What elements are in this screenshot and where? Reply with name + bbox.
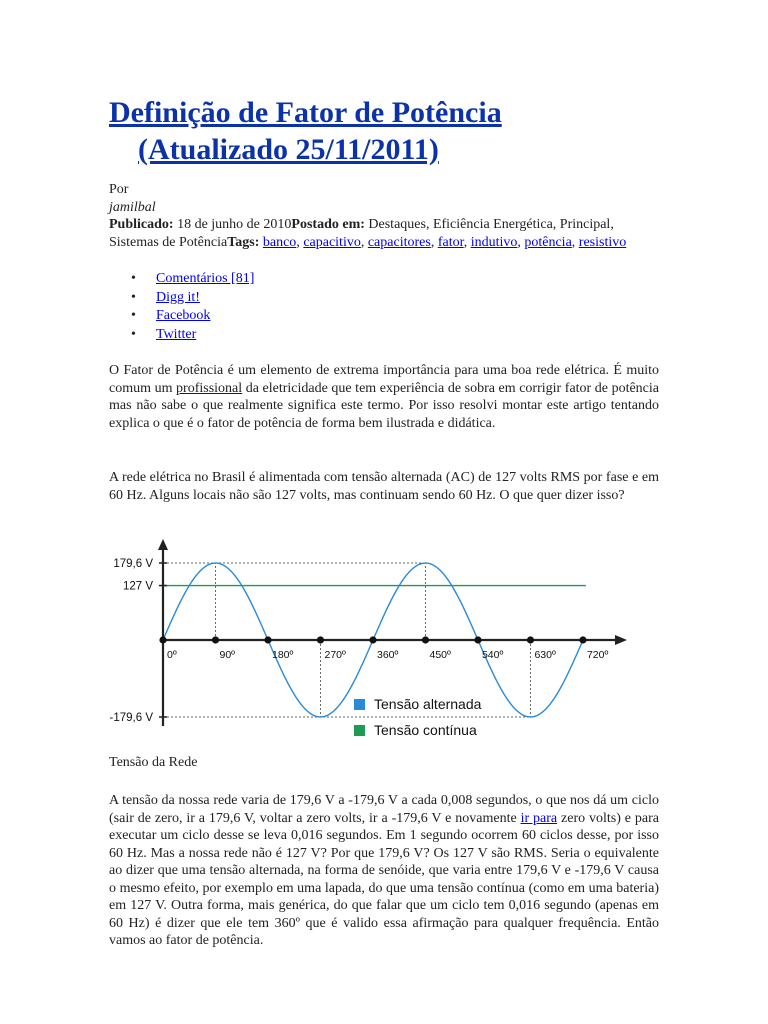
tags-label: Tags: xyxy=(227,234,260,250)
title-line-2[interactable]: (Atualizado 25/11/2011) xyxy=(138,133,439,166)
y-tick-label: -179,6 V xyxy=(109,712,153,724)
page-title[interactable] xyxy=(109,94,669,168)
x-tick-dot xyxy=(159,636,166,643)
tag-link[interactable]: resistivo xyxy=(578,234,627,250)
author-name: jamilbal xyxy=(109,199,156,215)
ir-para-link[interactable]: ir para xyxy=(520,810,558,826)
twitter-link[interactable]: Twitter xyxy=(156,326,197,342)
legend-swatch-continua xyxy=(354,725,365,736)
list-item xyxy=(109,289,254,308)
chart-legend xyxy=(354,696,482,736)
profissional-link[interactable]: profissional xyxy=(176,380,243,396)
legend-label-alternada: Tensão alternada xyxy=(374,696,482,712)
x-tick-dot xyxy=(422,636,429,643)
x-tick-dot xyxy=(264,636,271,643)
facebook-link[interactable]: Facebook xyxy=(156,308,211,323)
x-tick-dot xyxy=(212,636,219,643)
list-item xyxy=(109,307,254,326)
list-item xyxy=(109,326,254,345)
tag-link[interactable]: capacitivo xyxy=(303,234,361,250)
x-tick-label: 450º xyxy=(429,649,451,661)
legend-swatch-alternada xyxy=(354,699,365,710)
legend-label-continua: Tensão contínua xyxy=(374,722,477,736)
by-label: Por xyxy=(109,182,129,197)
x-tick-label: 720º xyxy=(586,649,609,661)
share-list xyxy=(109,270,254,344)
x-tick-dot xyxy=(579,636,586,643)
published-label: Publicado: xyxy=(109,217,174,232)
x-tick-label: 180º xyxy=(271,649,294,661)
x-tick-dot xyxy=(474,636,481,643)
tag-link[interactable]: capacitores xyxy=(367,234,431,250)
tag-link[interactable]: potência xyxy=(524,234,572,250)
title-line-1[interactable]: Definição de Fator de Potência xyxy=(109,96,502,129)
post-meta: Por jamilbal Publicado: 18 de junho de 2010Postado em: Destaques, Eficiência Energética, Principal, Sistemas de PotênciaTags: banco, capacitivo, capacitores, fator, indutivo, potência, resistivo xyxy=(109,181,659,251)
x-tick-label: 540º xyxy=(481,649,504,661)
x-tick-label: 0º xyxy=(167,649,177,661)
x-tick-label: 360º xyxy=(376,649,399,661)
intro-paragraph xyxy=(109,362,659,432)
ac-paragraph: A rede elétrica no Brasil é alimentada com tensão alternada (AC) de 127 volts RMS por fase e em 60 Hz. Alguns locais não são 127 volts, mas continuam sendo 60 Hz. O que quer dizer isso? xyxy=(109,470,659,503)
paragraph-text: O Fator de Potência é um elemento de extrema importância para uma boa rede elétrica. É muito comum um xyxy=(109,363,659,396)
paragraph-text: A tensão da nossa rede varia de 179,6 V a -179,6 V a cada 0,008 segundos, o que nos dá um ciclo (sair de zero, ir a 179,6 V, voltar a zero volts, ir a -179,6 V e novamente xyxy=(109,793,659,826)
x-tick-dot xyxy=(369,636,376,643)
y-tick-label: 127 V xyxy=(122,580,153,593)
paragraph-text: da eletricidade que tem experiência de sobra em corrigir fator de potência mas não sabe o que realmente significa este termo. Por isso resolvi montar este artigo tentando explica o que é o fator de potência de forma bem ilustrada e didática. xyxy=(109,380,659,431)
x-tick-label: 270º xyxy=(324,649,346,661)
digg-link[interactable]: Digg it! xyxy=(156,289,200,305)
list-item xyxy=(109,270,254,289)
tag-link[interactable]: fator xyxy=(437,234,464,250)
published-date: 18 de junho de 2010 xyxy=(177,217,292,232)
y-tick-label: 179,6 V xyxy=(113,558,153,570)
tag-link[interactable]: indutivo xyxy=(470,234,518,250)
comments-link[interactable]: Comentários [81] xyxy=(156,271,255,286)
x-tick-label: 630º xyxy=(534,649,556,661)
posted-in-categories: Destaques, Eficiência Energética, Principal, Sistemas de Potência xyxy=(109,217,614,250)
image-caption: Tensão da Rede xyxy=(109,755,198,770)
tag-link[interactable]: banco xyxy=(262,234,297,250)
y-axis-arrow xyxy=(158,539,168,550)
voltage-paragraph xyxy=(109,792,659,950)
x-tick-dot xyxy=(317,636,324,643)
x-axis-arrow xyxy=(615,635,627,645)
x-tick-label: 90º xyxy=(219,649,236,661)
paragraph-text: zero volts) e para executar um ciclo desse se leva 0,016 segundos. Em 1 segundo ocorrem 60 ciclos desse, por isso 60 Hz. Mas a nossa rede não é 127 V? Por que 179,6 V? Os 127 V são RMS. Seria o equivalente ao dizer que uma tensão alternada, na forma de senóide, que varia entre 179,6 V e -179,6 V causa o mesmo efeito, por exemplo em uma lapada, do que uma tensão contínua (como em uma bateria) em 127 V. Outra forma, mais genérica, do que falar que um ciclo tem 0,016 segundo (apenas em 60 Hz) é dizer que ele tem 360º que é valido essa afirmação para qualquer frequência. Então vamos ao fator de potência. xyxy=(109,810,659,948)
x-tick-dot xyxy=(527,636,534,643)
posted-in-label: Postado em: xyxy=(291,217,365,232)
voltage-chart xyxy=(109,536,629,736)
